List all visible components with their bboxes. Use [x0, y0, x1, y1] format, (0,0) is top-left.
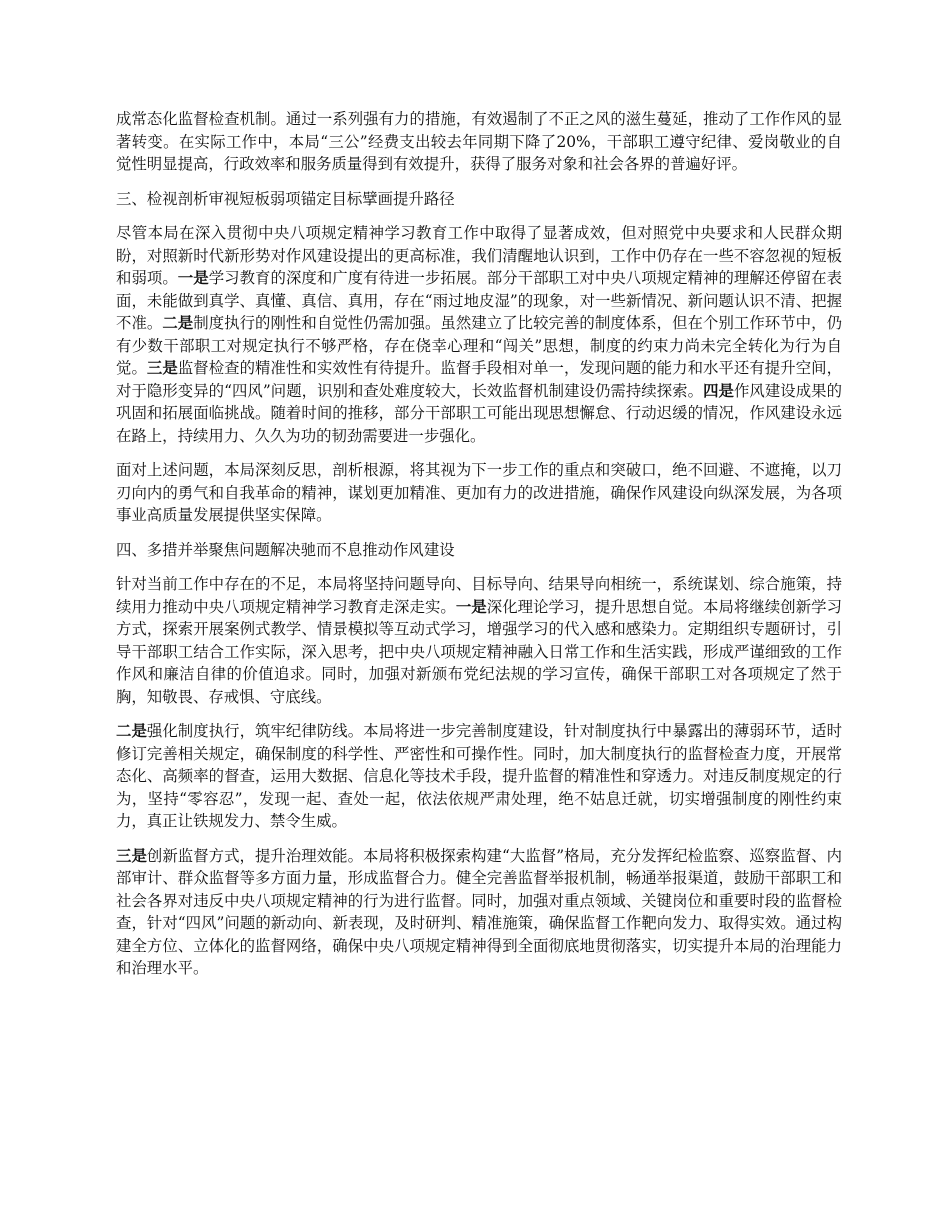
bold-marker: 一是 — [177, 269, 209, 287]
bold-marker: 二是 — [116, 722, 147, 740]
bold-marker: 三是 — [116, 846, 147, 865]
bold-marker: 四是 — [703, 381, 734, 400]
bold-marker: 三是 — [146, 359, 178, 377]
document-body — [116, 108, 842, 992]
paragraph-text: 针对当前工作中存在的不足，本局将坚持问题导向、目标导向、结果导向相统一，系统谋划、综合施策，持续用力推动中央八项规定精神学习教育走深走实。 — [116, 575, 842, 616]
paragraph-text: 深化理论学习，提升思想自觉。本局将继续创新学习方式，探索开展案例式教学、情景模拟等互动式学习，增强学习的代入感和感染力。定期组织专题研讨，引导干部职工结合工作实际，深入思考，把中央八项规定精神融入日常工作和生活实践，形成严谨细致的工作作风和廉洁自律的价值追求。同时，加强对新颁布党纪法规的学习宣传，确保干部职工对各项规定了然于胸，知敬畏、存戒惧、守底线。 — [116, 597, 842, 706]
section-heading-3 — [116, 188, 842, 211]
paragraph-text: 强化制度执行，筑牢纪律防线。本局将进一步完善制度建设，针对制度执行中暴露出的薄弱环节，适时修订完善相关规定，确保制度的科学性、严密性和可操作性。同时，加大制度执行的监督检查力度，开展常态化、高频率的督查，运用大数据、信息化等技术手段，提升监督的精准性和穿透力。对违反制度规定的行为，坚持“零容忍”，发现一起、查处一起，依法依规严肃处理，绝不姑息迁就，切实增强制度的刚性约束力，真正让铁规发力、禁令生威。 — [116, 722, 842, 830]
paragraph-measure-2 — [116, 720, 842, 833]
paragraph-measure-1 — [116, 573, 842, 708]
paragraph-text: 创新监督方式，提升治理效能。本局将积极探索构建“大监督”格局，充分发挥纪检监察、巡察监督、内部审计、群众监督等多方面力量，形成监督合力。健全完善监督举报机制，畅通举报渠道，鼓励干部职工和社会各界对违反中央八项规定精神的行为进行监督。同时，加强对重点领域、关键岗位和重要时段的监督检查，针对“四风”问题的新动向、新表现，及时研判、精准施策，确保监督工作靶向发力、取得实效。通过构建全方位、立体化的监督网络，确保中央八项规定精神得到全面彻底地贯彻落实，切实提升本局的治理能力和治理水平。 — [116, 846, 842, 977]
paragraph-text: 作风建设成果的巩固和拓展面临挑战。随着时间的推移，部分干部职工可能出现思想懈怠、行动迟缓的情况，作风建设永远在路上，持续用力、久久为功的韧劲需要进一步强化。 — [116, 381, 842, 445]
section-heading-4 — [116, 539, 842, 562]
paragraph-text: 学习教育的深度和广度有待进一步拓展。部分干部职工对中央八项规定精神的理解还停留在表面，未能做到真学、真懂、真信、真用，存在“雨过地皮湿”的现象，对一些新情况、新问题认识不清、把握不准。 — [116, 269, 842, 332]
paragraph-text: 面对上述问题，本局深刻反思，剖析根源，将其视为下一步工作的重点和突破口，绝不回避、不遮掩，以刀刃向内的勇气和自我革命的精神，谋划更加精准、更加有力的改进措施，确保作风建设向纵深发展，为各项事业高质量发展提供坚实保障。 — [116, 461, 842, 524]
paragraph-results — [116, 108, 842, 176]
paragraph-text: 成常态化监督检查机制。通过一系列强有力的措施，有效遏制了不正之风的滋生蔓延，推动了工作作风的显著转变。在实际工作中，本局“三公”经费支出较去年同期下降了20%，干部职工遵守纪律、爱岗敬业的自觉性明显提高，行政效率和服务质量得到有效提升，获得了服务对象和社会各界的普遍好评。 — [116, 110, 842, 173]
section-heading-text: 三、检视剖析审视短板弱项锚定目标擘画提升路径 — [116, 189, 455, 208]
paragraph-measure-3 — [116, 845, 842, 980]
paragraph-text: 制度执行的刚性和自觉性仍需加强。虽然建立了比较完善的制度体系，但在个别工作环节中，仍有少数干部职工对规定执行不够严格，存在侥幸心理和“闯关”思想，制度的约束力尚未完全转化为行为自觉。 — [116, 314, 842, 377]
paragraph-reflection — [116, 459, 842, 527]
paragraph-text: 尽管本局在深入贯彻中央八项规定精神学习教育工作中取得了显著成效，但对照党中央要求和人民群众期盼，对照新时代新形势对作风建设提出的更高标准，我们清醒地认识到，工作中仍存在一些不容忽视的短板和弱项。 — [116, 224, 842, 287]
paragraph-text: 监督检查的精准性和实效性有待提升。监督手段相对单一，发现问题的能力和水平还有提升空间，对于隐形变异的“四风”问题，识别和查处难度较大，长效监督机制建设仍需持续探索。 — [116, 359, 842, 400]
bold-marker: 二是 — [162, 314, 194, 332]
bold-marker: 一是 — [455, 597, 487, 616]
section-heading-text: 四、多措并举聚焦问题解决驰而不息推动作风建设 — [116, 540, 455, 559]
paragraph-shortcomings — [116, 222, 842, 447]
